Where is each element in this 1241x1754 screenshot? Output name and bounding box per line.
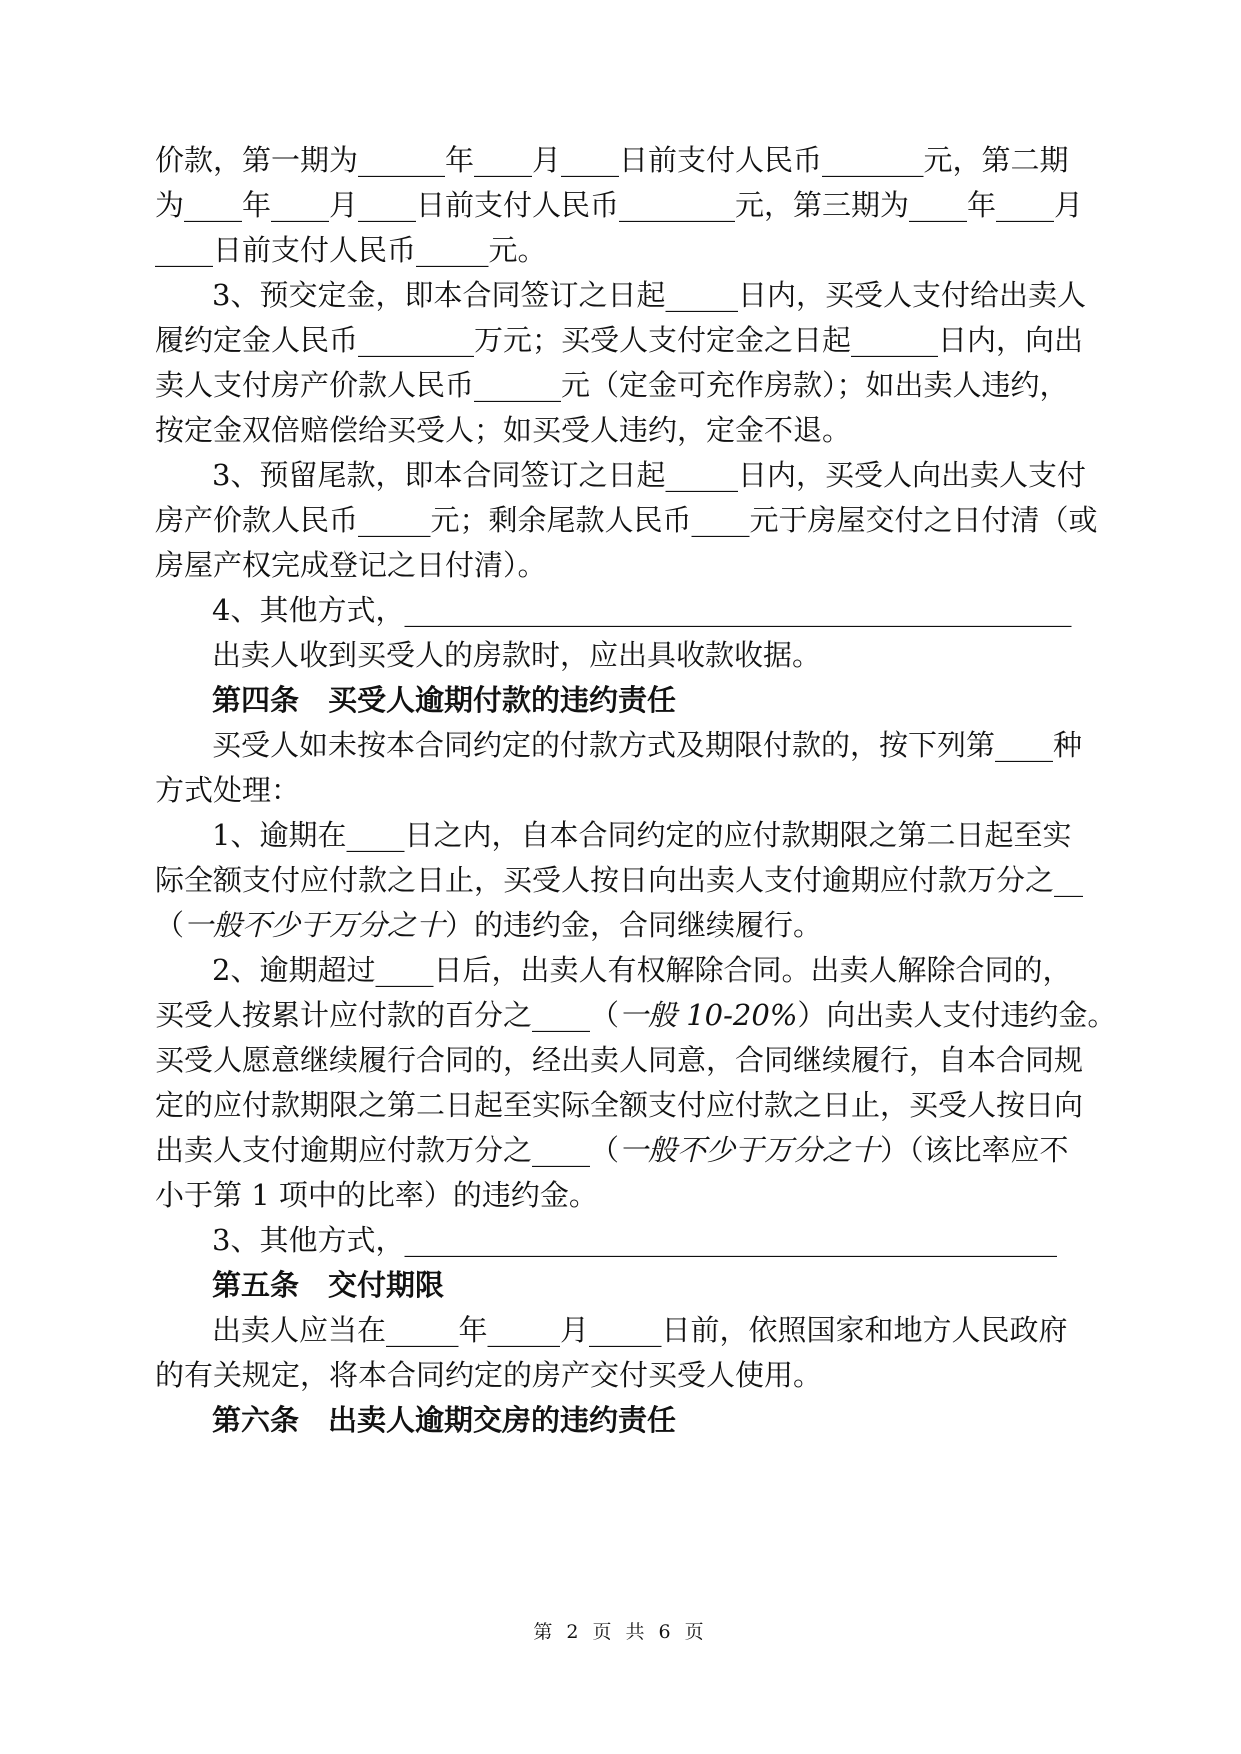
text-segment: ）（该比率应不 [880, 1133, 1069, 1167]
text-segment: ）的违约金，合同继续履行。 [445, 908, 823, 942]
text-line: 3、预交定金，即本合同签订之日起_____日内，买受人支付给出卖人 [212, 278, 1086, 312]
text-line: 买受人愿意继续履行合同的，经出卖人同意，合同继续履行，自本合同规 [155, 1043, 1084, 1077]
text-line: 2、逾期超过____日后，出卖人有权解除合同。出卖人解除合同的， [212, 953, 1072, 987]
text-segment: 买受人按累计应付款的百分之____（ [155, 998, 620, 1032]
text-line: 按定金双倍赔偿给买受人；如买受人违约，定金不退。 [155, 413, 852, 447]
text-line: 出卖人收到买受人的房款时，应出具收款收据。 [212, 638, 822, 672]
section-heading: 第四条 买受人逾期付款的违约责任 [212, 683, 677, 717]
text-line: 为____年____月____日前支付人民币________元，第三期为____年____月 [155, 188, 1084, 222]
text-line: 的有关规定，将本合同约定的房产交付买受人使用。 [155, 1358, 823, 1392]
text-line: 4、其他方式，______________________________________________ [212, 593, 1072, 627]
text-line: 际全额支付应付款之日止，买受人按日向出卖人支付逾期应付款万分之__ [155, 863, 1084, 897]
italic-note: 一般不少于万分之十 [184, 908, 446, 942]
text-line: 房产价款人民币_____元；剩余尾款人民币____元于房屋交付之日付清（或 [155, 503, 1098, 537]
text-line: 出卖人应当在_____年_____月_____日前，依照国家和地方人民政府 [212, 1313, 1068, 1347]
section-heading: 第五条 交付期限 [212, 1268, 445, 1302]
text-line: 3、其他方式，_____________________________________________ [212, 1223, 1057, 1257]
text-line: 方式处理： [155, 773, 301, 807]
text-segment: 出卖人支付逾期应付款万分之____（ [155, 1133, 620, 1167]
italic-note: 一般 10-20% [619, 998, 798, 1032]
section-heading: 第六条 出卖人逾期交房的违约责任 [212, 1403, 677, 1437]
text-line: 3、预留尾款，即本合同签订之日起_____日内，买受人向出卖人支付 [212, 458, 1086, 492]
text-line [155, 995, 1117, 1035]
text-line: 买受人如未按本合同约定的付款方式及期限付款的，按下列第____种 [212, 728, 1083, 762]
text-line: 1、逾期在____日之内，自本合同约定的应付款期限之第二日起至实 [212, 818, 1072, 852]
text-line: 房屋产权完成登记之日付清）。 [155, 548, 547, 582]
text-line: 卖人支付房产价款人民币______元（定金可充作房款）；如出卖人违约， [155, 368, 1069, 402]
italic-note: 一般不少于万分之十 [619, 1133, 881, 1167]
text-line [155, 905, 1095, 945]
text-segment: （ [155, 908, 185, 942]
text-line: 定的应付款期限之第二日起至实际全额支付应付款之日止，买受人按日向 [155, 1088, 1084, 1122]
text-line: 价款，第一期为______年____月____日前支付人民币_______元，第二期 [155, 143, 1069, 177]
text-line: ____日前支付人民币_____元。 [155, 233, 547, 267]
text-segment: ）向出卖人支付违约金。 [797, 998, 1117, 1032]
page-footer: 第 2 页 共 6 页 [533, 1621, 708, 1643]
text-line [155, 1130, 1095, 1170]
text-line: 小于第 1 项中的比率）的违约金。 [155, 1178, 598, 1212]
text-line: 履约定金人民币________万元；买受人支付定金之日起______日内，向出 [155, 323, 1084, 357]
